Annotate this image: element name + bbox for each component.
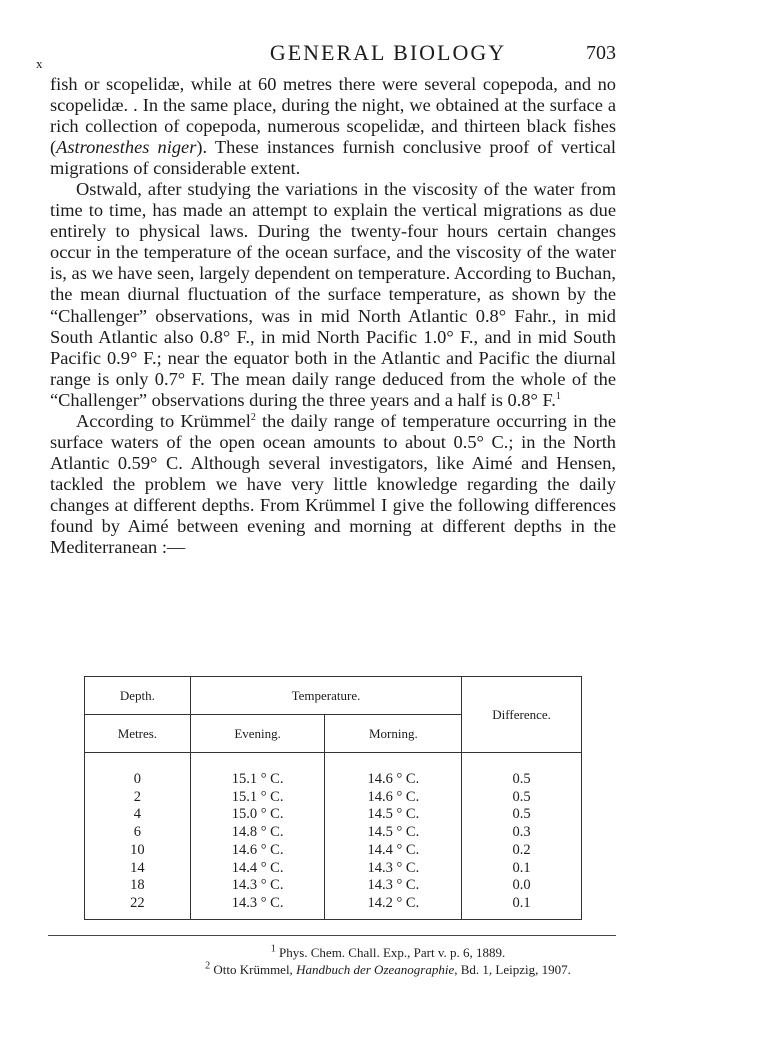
table-cell: 0.2 [512, 841, 531, 858]
difference-column [462, 753, 582, 920]
footnote-ref: 1 [555, 390, 561, 402]
table-cell: 14.3 ° C. [367, 877, 420, 894]
table-cell: 10 [130, 841, 145, 858]
table-cell: 0.5 [512, 771, 531, 787]
text-run: Ostwald, after studying the variations in the viscosity of the water from time to time, has made an attempt to explain the vertical migrations as due entirely to physical laws. During the twenty-four hours certain changes occur in the temperature of the ocean surface, and the viscosity of the water is, as we have seen, largely dependent on temperature. According to Buchan, the mean diurnal fluctuation of the surface temperature, as shown by the “Challenger” observations, was in mid North Atlantic 0.8° Fahr., in mid South Atlantic also 0.8° F., in mid North Pacific 1.0° F., and in mid South Pacific 0.9° F.; near the equator both in the Atlantic and Pacific the diurnal range is only 0.7° F. The mean daily range deduced from the whole of the “Challenger” observations during the three years and a half is 0.8° F. [50, 179, 616, 410]
table-cell: 4 [133, 806, 141, 823]
table-cell: 0.5 [512, 806, 531, 823]
italic-text: Astronesthes niger [56, 137, 197, 158]
signature-mark: x [36, 56, 43, 71]
depth-column [85, 753, 191, 920]
text-run: , Bd. 1, Leipzig, 1907. [454, 962, 571, 977]
table-cell: 14.3 ° C. [231, 894, 284, 911]
evening-header: Evening. [190, 715, 325, 753]
italic-text: Handbuch der Ozeanographie [296, 962, 455, 977]
table-cell: 18 [130, 877, 145, 894]
table-cell: 15.1 ° C. [231, 771, 284, 787]
text-run: According to Krümmel [76, 410, 251, 431]
table-cell: 0.5 [512, 788, 531, 805]
table-cell: 14.3 ° C. [231, 877, 284, 894]
text-run: Otto Krümmel, [210, 962, 297, 977]
body-text [50, 74, 616, 558]
difference-header: Difference. [462, 677, 582, 753]
table-cell: 15.0 ° C. [231, 806, 284, 823]
table-cell: 0.0 [512, 877, 531, 894]
table-cell: 14.3 ° C. [367, 859, 420, 876]
table-cell: 22 [130, 894, 145, 911]
depth-unit-header: Metres. [85, 715, 191, 753]
table-cell: 14.4 ° C. [367, 841, 420, 858]
table-cell: 2 [133, 788, 141, 805]
table-cell: 14.6 ° C. [367, 771, 420, 787]
table-cell: 0.3 [512, 824, 531, 841]
table-cell: 0 [133, 771, 141, 787]
footnote-mark: 1 [270, 943, 276, 955]
table-cell: 14.4 ° C. [231, 859, 284, 876]
footnote-mark: 2 [205, 960, 211, 972]
footnotes [0, 944, 776, 978]
text-run: ). These instances furnish conclusive proof of vertical migrations of considerable extent. [50, 137, 616, 179]
text-run: Phys. Chem. Chall. Exp., Part v. p. 6, 1889. [275, 945, 506, 960]
footnote [0, 944, 776, 961]
table-cell: 14.6 ° C. [231, 841, 284, 858]
text-run: fish or scopelidæ, while at 60 metres there were several copepoda, and no scopelidæ. . In the same place, during the night, we obtained at the surface a rich collection of copepoda, numerous scopelidæ, and thirteen black fishes ( [50, 74, 616, 158]
page-number: 703 [586, 42, 616, 64]
text-run: the daily range of temperature occurring in the surface waters of the open ocean amounts to about 0.5° C.; in the North Atlantic 0.59° C. Although several investigators, like Aimé and Hensen, tackled the problem we have very little knowledge regarding the daily changes at different depths. From Krümmel I give the following differences found by Aimé between evening and morning at different depths in the Mediterranean :— [50, 410, 616, 558]
temperature-header: Temperature. [190, 677, 461, 715]
table-cell: 14.6 ° C. [367, 788, 420, 805]
table-cell: 0.1 [512, 894, 531, 911]
morning-column [325, 753, 462, 920]
table-cell: 14.2 ° C. [367, 894, 420, 911]
footnote [0, 961, 776, 978]
table-cell: 15.1 ° C. [231, 788, 284, 805]
table-cell: 14.8 ° C. [231, 824, 284, 841]
depth-header: Depth. [85, 677, 191, 715]
evening-column [190, 753, 325, 920]
temperature-table [84, 676, 582, 920]
morning-header: Morning. [325, 715, 462, 753]
footnote-ref: 2 [250, 411, 256, 423]
running-head: GENERAL BIOLOGY [269, 40, 507, 65]
table-cell: 14.5 ° C. [367, 806, 420, 823]
table-cell: 0.1 [512, 859, 531, 876]
paragraph [50, 74, 616, 179]
table-cell: 14.5 ° C. [367, 824, 420, 841]
table-cell: 6 [133, 824, 141, 841]
paragraph [50, 411, 616, 558]
table-cell: 14 [130, 859, 145, 876]
paragraph [50, 179, 616, 411]
footnote-rule [48, 935, 616, 936]
